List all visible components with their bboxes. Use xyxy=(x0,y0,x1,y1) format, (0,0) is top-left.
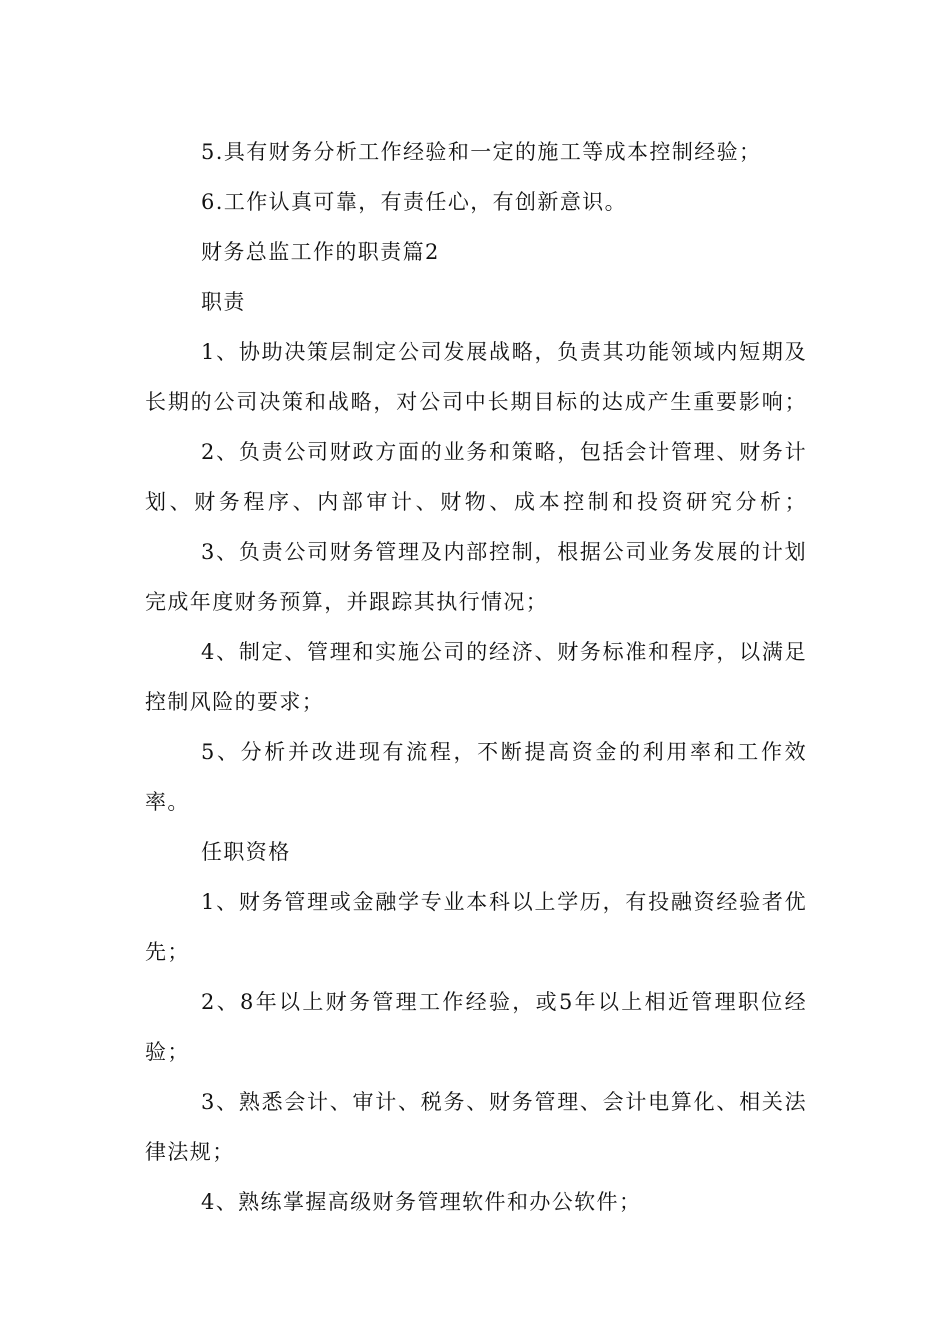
text-line: 1、协助决策层制定公司发展战略，负责其功能领域内短期及 xyxy=(201,340,807,364)
text-line: 1、财务管理或金融学专业本科以上学历，有投融资经验者优 xyxy=(201,890,807,914)
text-line: 5.具有财务分析工作经验和一定的施工等成本控制经验； xyxy=(201,140,762,164)
subheading: 职责 xyxy=(201,290,246,314)
text-line: 律法规； xyxy=(145,1140,235,1164)
text-line: 2、8年以上财务管理工作经验，或5年以上相近管理职位经 xyxy=(201,990,807,1014)
text-line: 4、制定、管理和实施公司的经济、财务标准和程序，以满足 xyxy=(201,640,807,664)
text-line: 3、负责公司财务管理及内部控制，根据公司业务发展的计划 xyxy=(201,540,807,564)
section-heading: 财务总监工作的职责篇2 xyxy=(201,240,440,264)
text-line: 5、分析并改进现有流程，不断提高资金的利用率和工作效 xyxy=(201,740,807,764)
text-line: 长期的公司决策和战略，对公司中长期目标的达成产生重要影响； xyxy=(145,390,807,414)
text-line: 2、负责公司财政方面的业务和策略，包括会计管理、财务计 xyxy=(201,440,807,464)
text-line: 率。 xyxy=(145,790,190,814)
text-line: 控制风险的要求； xyxy=(145,690,325,714)
text-line: 先； xyxy=(145,940,190,964)
text-line: 划、财务程序、内部审计、财物、成本控制和投资研究分析； xyxy=(145,490,807,514)
text-line: 完成年度财务预算，并跟踪其执行情况； xyxy=(145,590,549,614)
subheading: 任职资格 xyxy=(201,840,291,864)
text-line: 验； xyxy=(145,1040,190,1064)
text-line: 6.工作认真可靠，有责任心，有创新意识。 xyxy=(201,190,628,214)
text-line: 4、熟练掌握高级财务管理软件和办公软件； xyxy=(201,1190,642,1214)
text-line: 3、熟悉会计、审计、税务、财务管理、会计电算化、相关法 xyxy=(201,1090,807,1114)
